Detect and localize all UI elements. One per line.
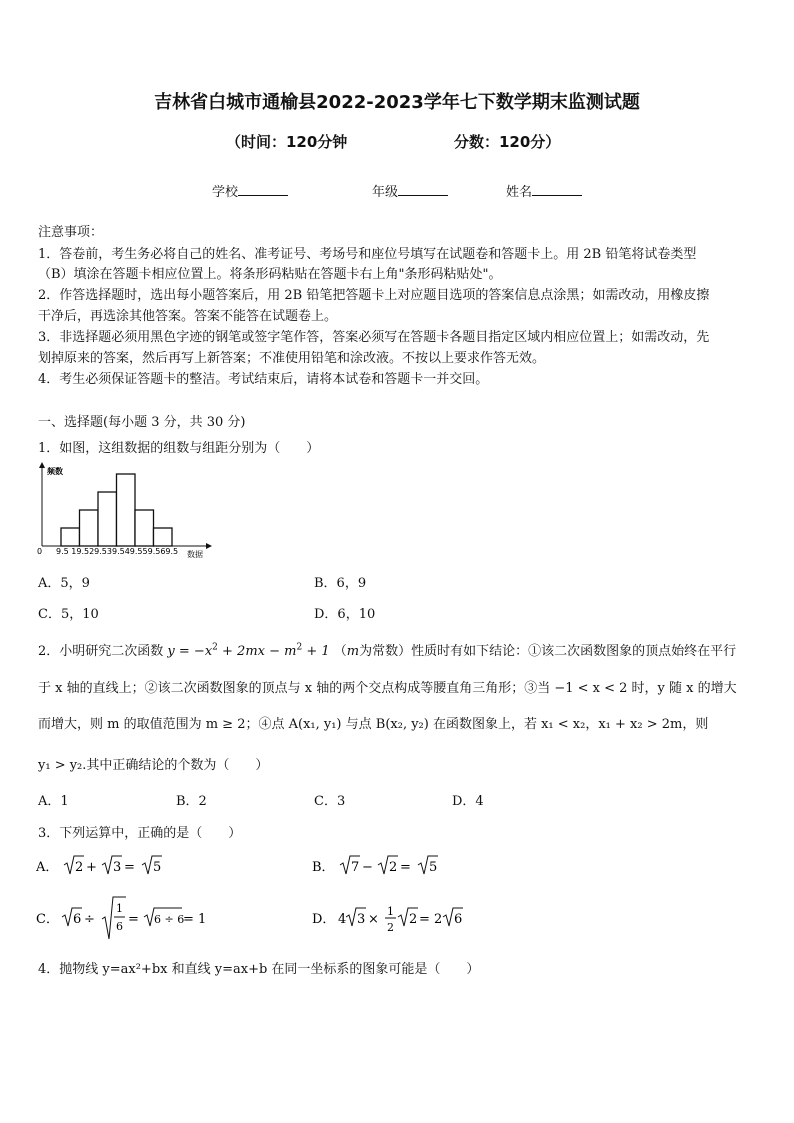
note-line: 干净后，再选涂其他答案。答案不能答在试题卷上。: [38, 309, 338, 324]
result: = 1: [183, 912, 207, 927]
histogram-bar: [61, 528, 80, 546]
denominator: 6: [116, 920, 123, 933]
radicand: 5: [429, 860, 438, 875]
grade-blank[interactable]: [398, 183, 448, 196]
q1-option-b[interactable]: B．6，9: [314, 576, 367, 591]
grade-field[interactable]: [372, 181, 448, 200]
school-field[interactable]: [212, 181, 288, 200]
radicand: 5: [153, 860, 162, 875]
note-line: 3．非选择题必须用黑色字迹的钢笔或签字笔作答，答案必须写在答题卡各题目指定区域内相应位置上；如需改动，先: [38, 330, 710, 345]
q3-option-c[interactable]: [36, 893, 296, 943]
question-4-stem: 4．抛物线 y=ax²+bx 和直线 y=ax+b 在同一坐标系的图象可能是（ ）: [38, 962, 480, 977]
radicand: 6: [73, 912, 82, 927]
question-3-stem: 3．下列运算中，正确的是（ ）: [38, 826, 242, 841]
q2-option-d[interactable]: D．4: [452, 794, 484, 809]
q2-paren: （: [333, 644, 347, 659]
school-label: 学校: [212, 185, 239, 200]
y-axis-arrow: [39, 462, 45, 468]
q2-line1-rest: 为常数）性质时有如下结论：①该二次函数图象的顶点始终在平行: [359, 644, 737, 659]
q3-c-label: C．: [36, 912, 59, 927]
q2-option-c[interactable]: C．3: [314, 794, 346, 809]
q2-option-a[interactable]: A．1: [38, 794, 69, 809]
page-title: 吉林省白城市通榆县2022-2023学年七下数学期末监测试题: [154, 92, 640, 113]
y-axis-label: 频数: [47, 467, 63, 476]
q2-func-part-c: + 1: [302, 644, 330, 659]
q3-b-label: B．: [312, 860, 335, 875]
q2-exp-b: 2: [296, 642, 303, 653]
note-line: 4．考生必须保证答题卡的整洁。考试结束后，请将本试卷和答题卡一并交回。: [38, 372, 489, 387]
histogram-bars: [61, 474, 172, 546]
q1-option-a[interactable]: A．5，9: [38, 576, 90, 591]
operator: ×: [368, 912, 379, 927]
note-line: 划掉原来的答案，然后再写上新答案；不准使用铅笔和涂改液。不按以上要求作答无效。: [38, 351, 546, 366]
q3-d-label: D．: [312, 912, 336, 927]
q2-option-b[interactable]: B．2: [176, 794, 207, 809]
operator: =: [400, 860, 411, 875]
note-line: 1．答卷前，考生务必将自己的姓名、准考证号、考场号和座位号填写在试题卷和答题卡上。用 2B 铅笔将试卷类型: [38, 247, 697, 262]
operator: ÷: [84, 912, 95, 927]
operator: =: [128, 912, 139, 927]
radicand: 6 ÷ 6: [154, 913, 185, 926]
grade-label: 年级: [372, 185, 399, 200]
note-line: 2．作答选择题时，选出每小题答案后，用 2B 铅笔把答题卡上对应题目选项的答案信息点涂黑；如需改动，用橡皮擦: [38, 288, 710, 303]
x-axis-arrow: [206, 543, 212, 549]
q1-option-c[interactable]: C．5，10: [38, 607, 99, 622]
q2-func-part-a: y = −x: [167, 644, 213, 659]
name-field[interactable]: [506, 181, 582, 200]
radicand: 6: [454, 912, 463, 927]
histogram-bar: [135, 510, 154, 546]
question-2-line-2: 于 x 轴的直线上；②该二次函数图象的顶点与 x 轴的两个交点构成等腰直角三角形；③当 −1 < x < 2 时，y 随 x 的增大: [38, 681, 737, 696]
histogram-chart: [34, 462, 214, 560]
question-2-line-3: 而增大，则 m 的取值范围为 m ≥ 2；④点 A(x₁, y₁) 与点 B(x₂, y₂) 在函数图象上，若 x₁ < x₂，x₁ + x₂ > 2m，则: [38, 717, 709, 732]
x-tick-labels: 9.5 19.529.539.549.559.569.5: [56, 547, 179, 556]
histogram-bar: [154, 528, 173, 546]
q2-func-part-b: + 2mx − m: [217, 644, 297, 659]
notes-heading: 注意事项：: [38, 225, 104, 240]
name-blank[interactable]: [532, 183, 582, 196]
operator: +: [86, 860, 97, 875]
question-2-line-1: [38, 640, 736, 659]
school-blank[interactable]: [238, 183, 288, 196]
radicand: 2: [389, 860, 398, 875]
q1-option-d[interactable]: D．6，10: [314, 607, 376, 622]
x-axis-label: 数据: [187, 550, 203, 559]
denominator: 2: [387, 921, 394, 934]
q3-a-label: A．: [36, 860, 59, 875]
histogram-bar: [98, 492, 117, 546]
result: = 2: [419, 912, 443, 927]
q2-m: m: [346, 644, 360, 659]
operator: =: [124, 860, 135, 875]
exam-score: 分数：120分）: [454, 133, 561, 151]
question-2-line-4: y₁ > y₂.其中正确结论的个数为（ ）: [38, 758, 269, 773]
numerator: 1: [116, 902, 123, 915]
histogram-bar: [80, 510, 99, 546]
radicand: 7: [351, 860, 360, 875]
q3-option-b[interactable]: [312, 850, 552, 880]
radicand: 3: [357, 912, 366, 927]
section-heading: 一、选择题(每小题 3 分，共 30 分): [38, 415, 246, 430]
q2-intro: 2．小明研究二次函数: [38, 644, 164, 659]
q3-option-a[interactable]: [36, 850, 276, 880]
origin-label: 0: [37, 547, 43, 556]
histogram-bar: [117, 474, 136, 546]
name-label: 姓名: [506, 185, 533, 200]
operator: −: [362, 860, 373, 875]
coefficient: 4: [338, 912, 347, 927]
radicand: 2: [75, 860, 84, 875]
radicand: 3: [113, 860, 122, 875]
numerator: 1: [387, 905, 394, 918]
exam-time: （时间：120分钟: [226, 133, 348, 151]
q2-exp-a: 2: [212, 642, 218, 653]
q3-option-d[interactable]: [312, 893, 572, 943]
radicand: 2: [409, 912, 418, 927]
note-line: （B）填涂在答题卡相应位置上。将条形码粘贴在答题卡右上角"条形码粘贴处"。: [38, 267, 502, 282]
question-1-stem: 1．如图，这组数据的组数与组距分别为（ ）: [38, 441, 320, 456]
